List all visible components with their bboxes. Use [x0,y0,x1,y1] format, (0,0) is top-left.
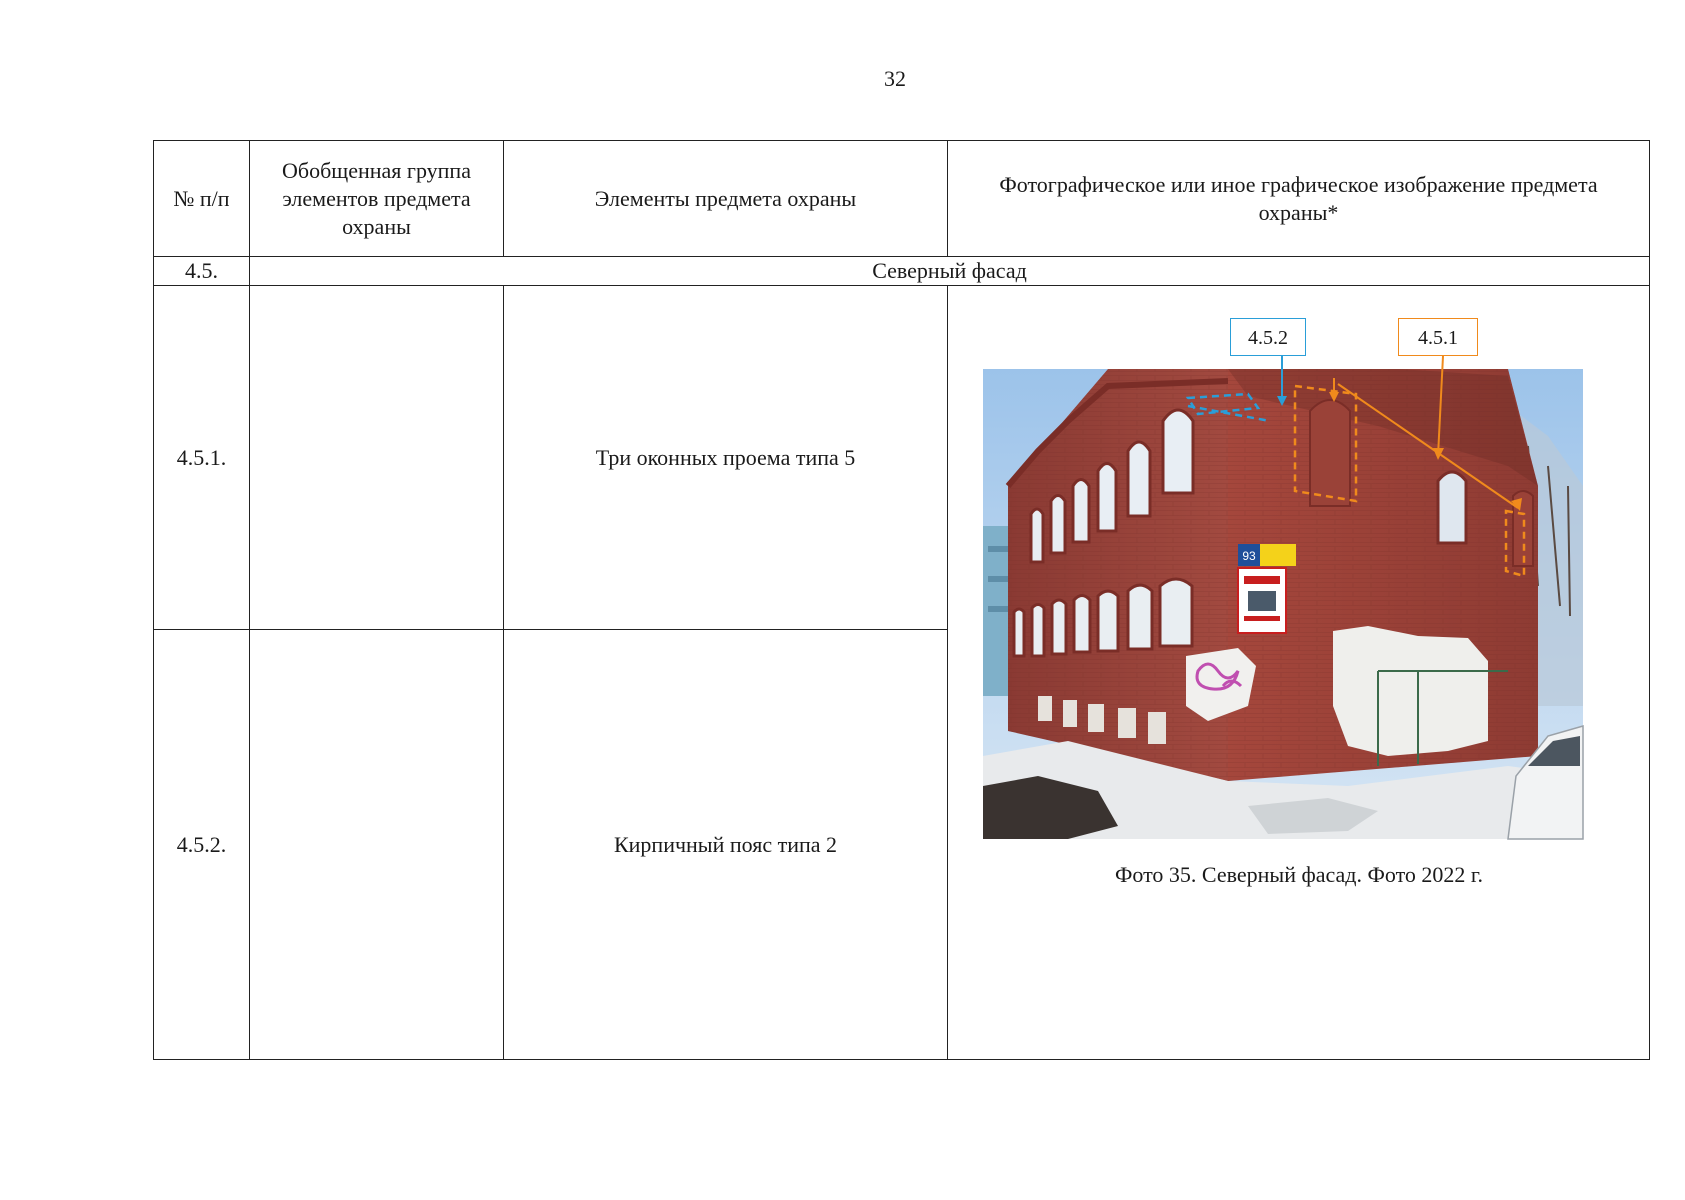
photo-caption: Фото 35. Северный фасад. Фото 2022 г. [1115,862,1483,887]
row-element: Кирпичный пояс типа 2 [504,630,948,1060]
callout-4-5-1: 4.5.1 [1398,318,1478,356]
photo-figure [948,286,1650,886]
row-group [250,286,504,630]
callout-4-5-2: 4.5.2 [1230,318,1306,356]
protection-subject-table [153,140,1650,1060]
header-group: Обобщенная группа элементов предмета охраны [250,141,504,257]
header-elements: Элементы предмета охраны [504,141,948,257]
table-row [154,286,1650,630]
row-num: 4.5.1. [154,286,250,630]
table-header-row [154,141,1650,257]
photo-cell [948,286,1650,1060]
row-num: 4.5.2. [154,630,250,1060]
facade-photo [948,286,1650,886]
house-number: 93 [1242,549,1256,563]
header-num: № п/п [154,141,250,257]
page-number: 32 [884,66,906,91]
section-row [154,257,1650,286]
row-element: Три оконных проема типа 5 [504,286,948,630]
section-num: 4.5. [154,257,250,286]
section-title: Северный фасад [250,257,1650,286]
header-image: Фотографическое или иное графическое изображение предмета охраны* [948,141,1650,257]
row-group [250,630,504,1060]
